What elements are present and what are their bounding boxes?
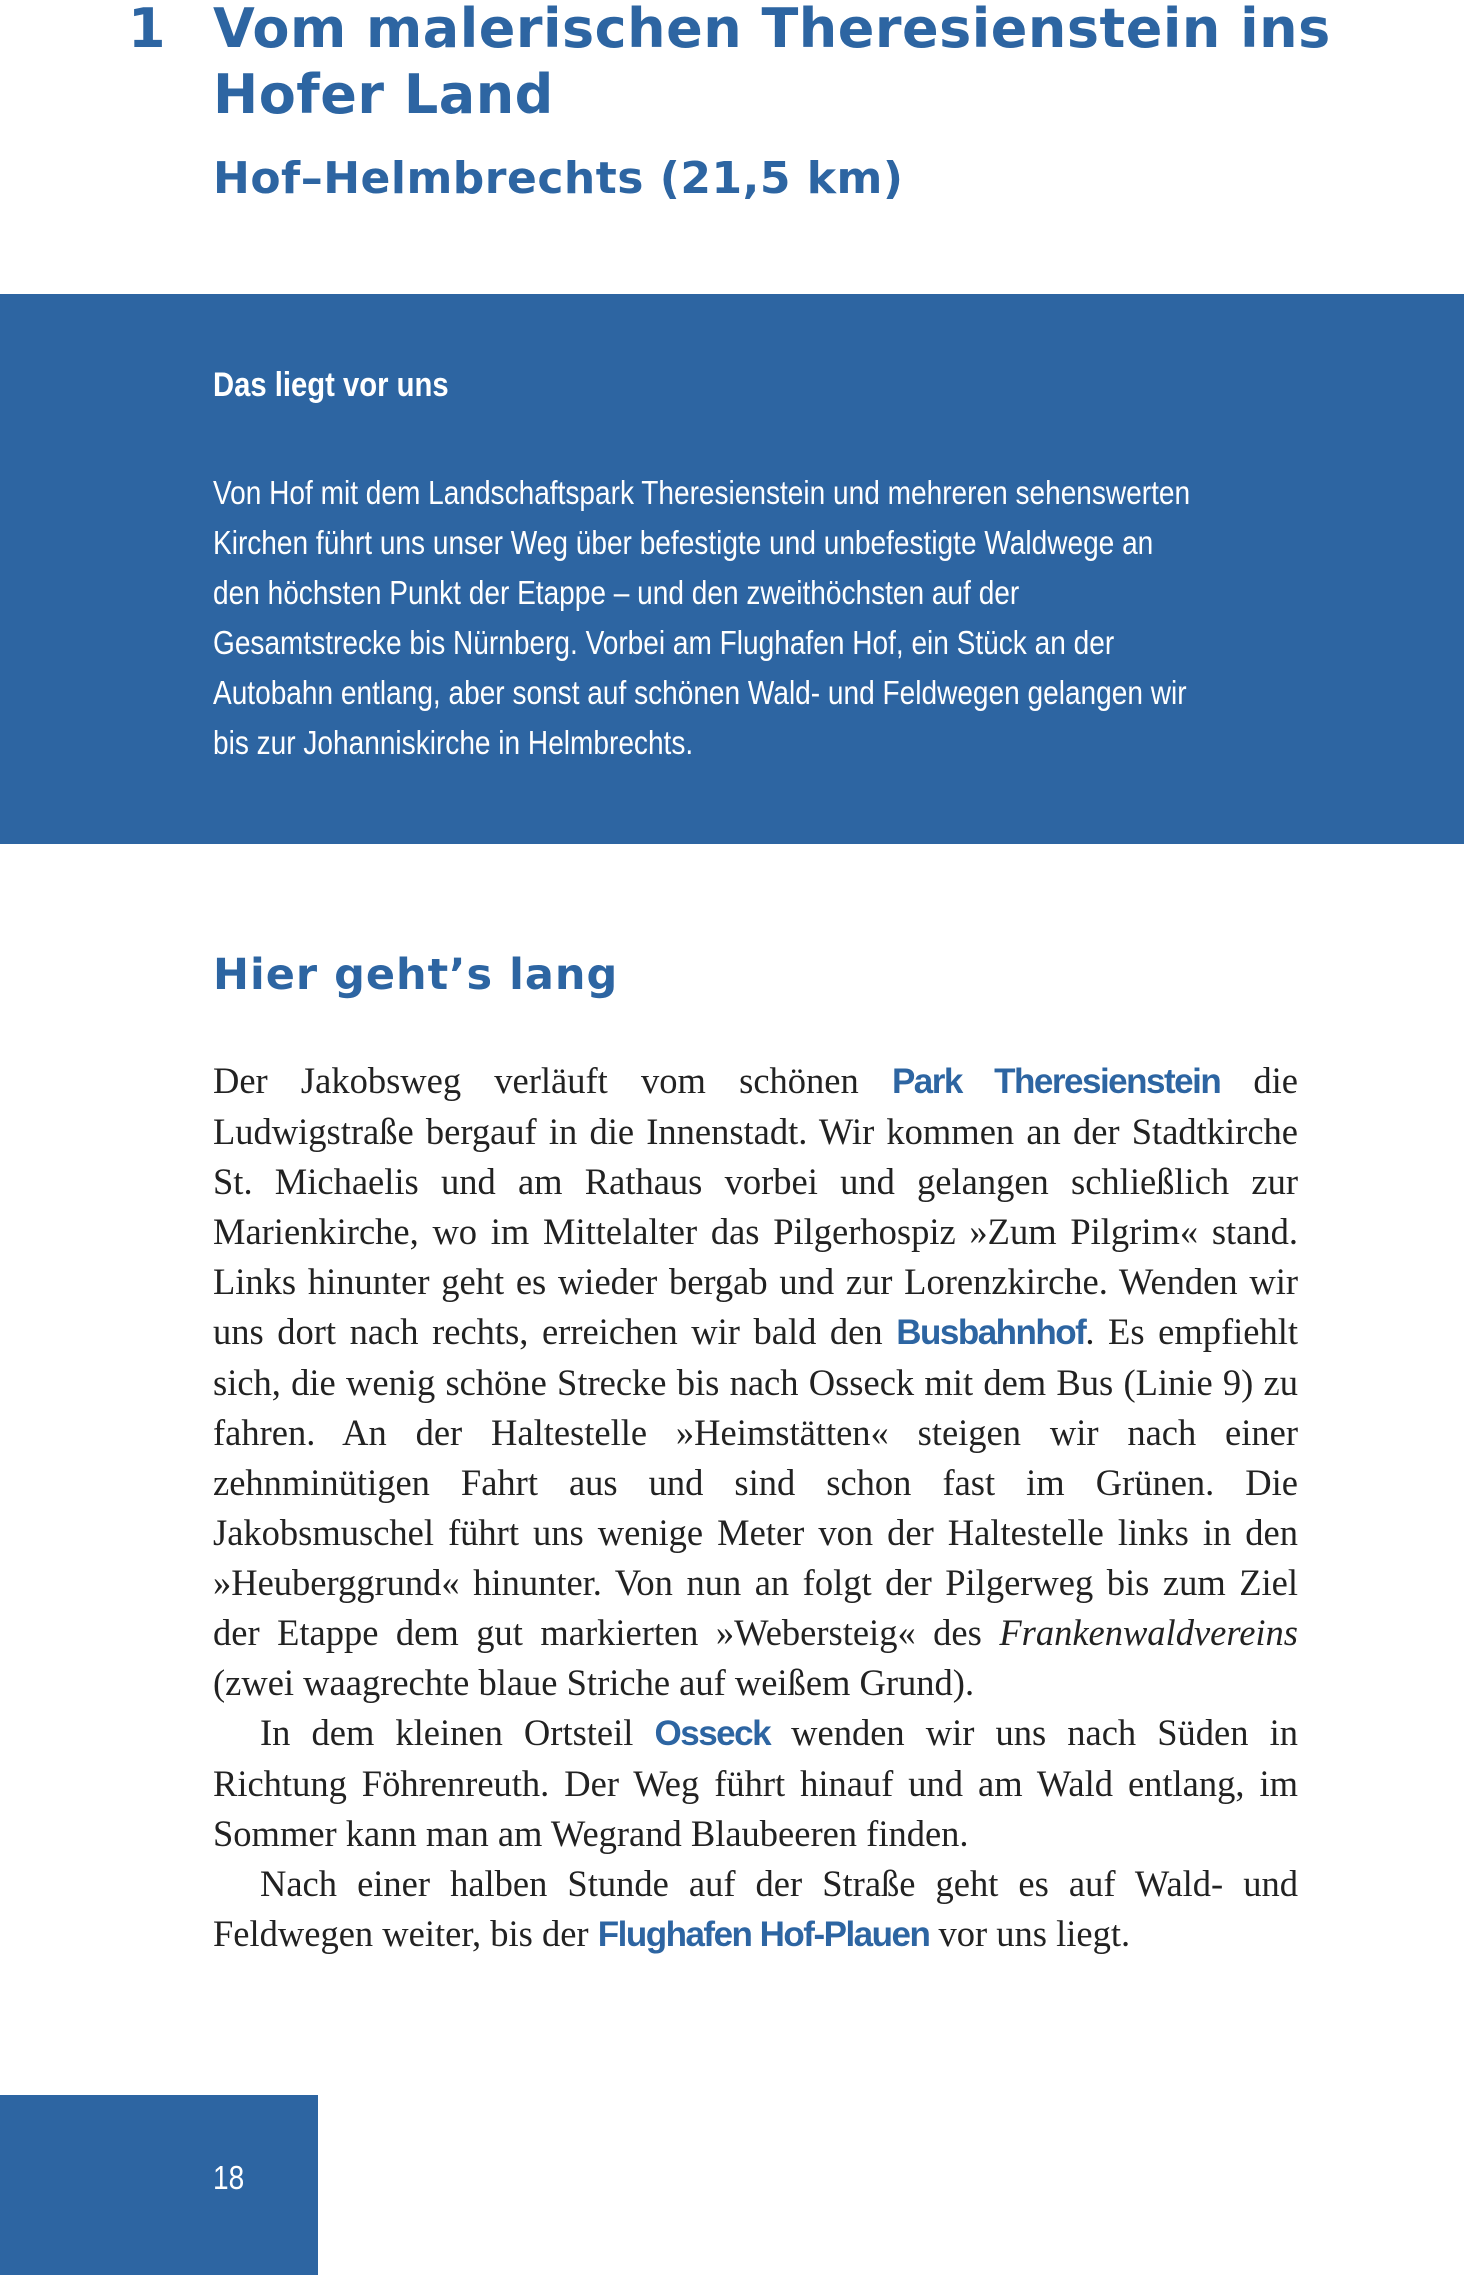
place-highlight-busbahnhof: Busbahnhof xyxy=(896,1313,1086,1352)
italic-frankenwaldverein: Frankenwaldvereins xyxy=(999,1612,1298,1653)
route-description xyxy=(213,1056,1298,1960)
chapter-header xyxy=(0,0,1464,290)
text-run: die Ludwigstraße bergauf in die Innenstadt. Wir kommen an der Stadtkirche St. Michaelis und am Rathaus vorbei und gelangen schließlich zur Marienkirche, wo im Mittelalter das Pilgerhospiz »Zum Pilgrim« stand. Links hinunter geht es wieder bergab und zur Lorenzkirche. Wenden wir uns dort nach rechts, erreichen wir bald den xyxy=(213,1060,1299,1352)
chapter-subtitle: Hof–Helmbrechts (21,5 km) xyxy=(213,153,904,204)
text-run: In dem kleinen Ortsteil xyxy=(260,1712,655,1753)
page-number: 18 xyxy=(213,2159,245,2196)
chapter-title: Vom malerischen Theresienstein ins Hofer Land xyxy=(213,0,1331,126)
text-run: Nach einer halben Stunde auf der Straße geht es auf Wald- und Feldwegen weiter, bis der xyxy=(213,1863,1298,1954)
text-run: Der Jakobsweg verläuft vom schönen xyxy=(213,1060,892,1101)
footer-box xyxy=(0,2095,318,2275)
intro-box xyxy=(0,294,1464,844)
place-highlight-osseck: Osseck xyxy=(654,1714,771,1753)
text-run: . Es empfiehlt sich, die wenig schöne Strecke bis nach Osseck mit dem Bus (Linie 9) zu fahren. An der Haltestelle »Heimstätten« steigen wir nach einer zehnminütigen Fahrt aus und sind schon fast im Grünen. Die Jakobsmuschel führt uns wenige Meter von der Haltestelle links in den »Heuberggrund« hinunter. Von nun an folgt der Pilgerweg bis zum Ziel der Etappe dem gut markierten »Webersteig« des xyxy=(213,1311,1298,1653)
text-run: vor uns liegt. xyxy=(929,1913,1131,1954)
intro-heading: Das liegt vor uns xyxy=(213,366,449,404)
route-paragraph-3 xyxy=(213,1859,1298,1960)
chapter-number: 1 xyxy=(128,0,166,60)
route-paragraph-1 xyxy=(213,1056,1298,1708)
route-paragraph-2 xyxy=(213,1708,1298,1859)
place-highlight-flughafen: Flughafen Hof-Plauen xyxy=(597,1915,930,1954)
text-run: (zwei waagrechte blaue Striche auf weißem Grund). xyxy=(213,1662,975,1703)
intro-text: Von Hof mit dem Landschaftspark Theresienstein und mehreren sehenswerten Kirchen führt uns unser Weg über befestigte und unbefestigte Waldwege an den höchsten Punkt der Etappe – und den zweithöchsten auf der Gesamtstrecke bis Nürnberg. Vorbei am Flughafen Hof, ein Stück an der Autobahn entlang, aber sonst auf schönen Wald- und Feldwegen gelangen wir bis zur Johanniskirche in Helmbrechts. xyxy=(213,474,1191,761)
place-highlight-park-theresienstein: Park Theresienstein xyxy=(891,1062,1221,1101)
text-run: wenden wir uns nach Süden in Richtung Föhrenreuth. Der Weg führt hinauf und am Wald entlang, im Sommer kann man am Wegrand Blaubeeren finden. xyxy=(213,1712,1298,1854)
section-heading: Hier geht’s lang xyxy=(213,950,619,1000)
